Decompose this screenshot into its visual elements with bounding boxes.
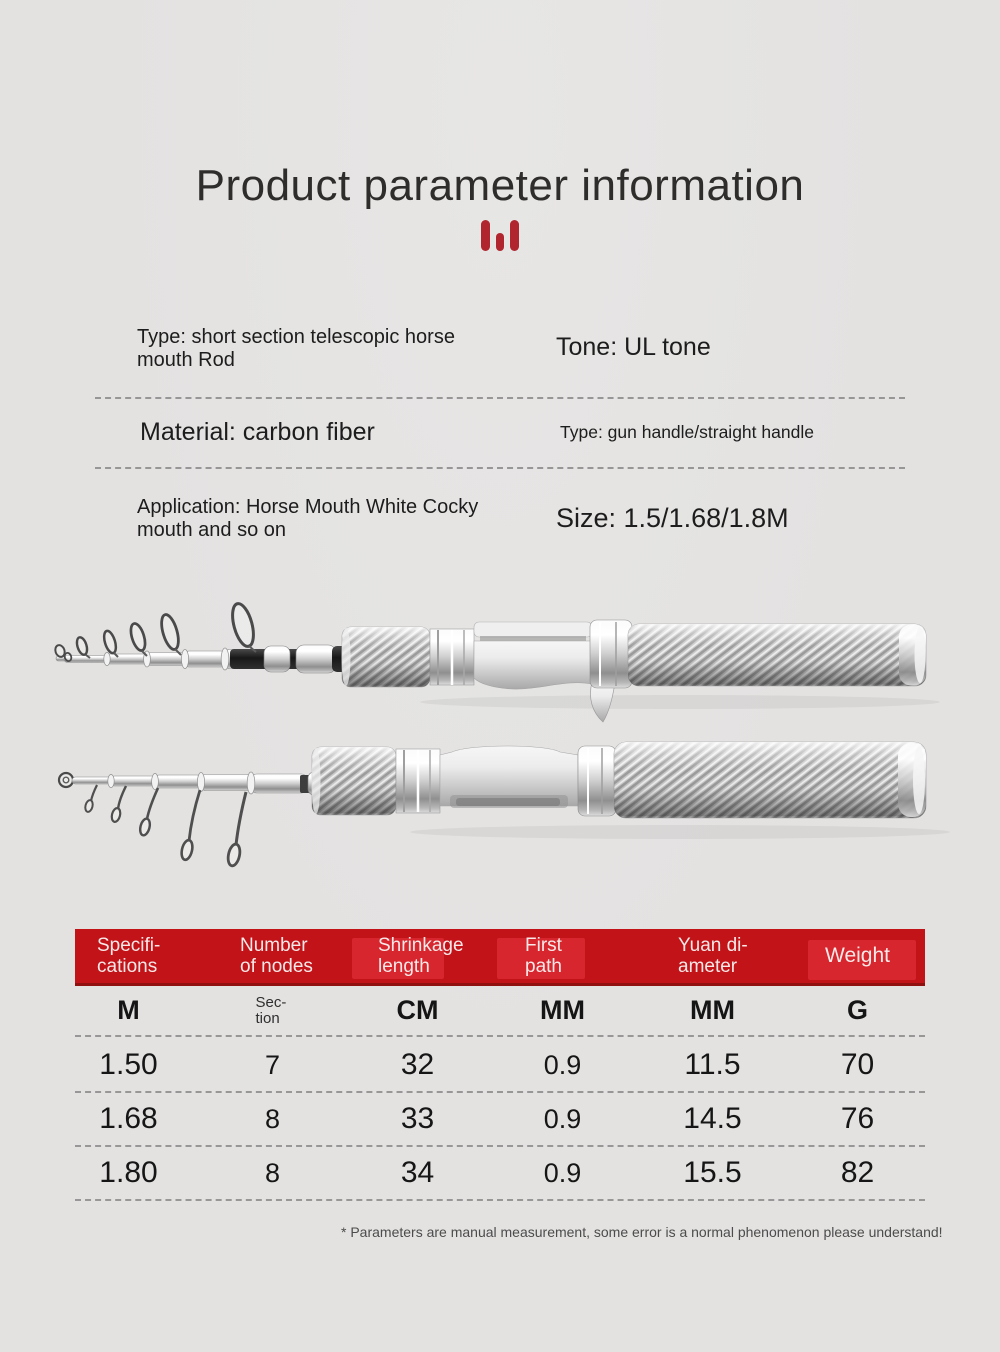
column-header-weight: [790, 945, 925, 967]
table-cell: 32: [400, 1048, 435, 1081]
table-cell: 34: [400, 1156, 435, 1189]
table-cell: 70: [840, 1048, 875, 1081]
table-units-row: [75, 986, 925, 1037]
spinning-rod-image: [0, 730, 1000, 885]
table-row: [75, 1147, 925, 1201]
table-cell: 1.50: [99, 1048, 158, 1081]
table-cell: 7: [264, 1049, 281, 1080]
table-cell: 8: [264, 1103, 281, 1134]
footnote: * Parameters are manual measurement, some error is a normal phenomenon please understand!: [341, 1224, 943, 1240]
table-cell: 76: [840, 1102, 875, 1135]
table-cell: 82: [840, 1156, 875, 1189]
table-cell: 0.9: [543, 1157, 582, 1188]
column-header-shrinkage-length: [345, 935, 490, 978]
spec-handle-type: Type: gun handle/straight handle: [560, 422, 814, 442]
spec-material: Material: carbon fiber: [140, 418, 375, 446]
table-cell: 8: [264, 1157, 281, 1188]
table-cell: 33: [400, 1102, 435, 1135]
column-header-specifications: [75, 935, 200, 978]
unit-mm-diameter: MM: [690, 995, 735, 1025]
spec-tone: Tone: UL tone: [556, 333, 711, 361]
unit-mm-first-path: MM: [540, 995, 585, 1025]
table-row: [75, 1039, 925, 1093]
unit-m: M: [117, 995, 140, 1025]
red-bar-right: [510, 220, 519, 251]
casting-rod-image: [0, 580, 1000, 735]
column-header-label: Specifi-cations: [97, 934, 161, 977]
spec-size: Size: 1.5/1.68/1.8M: [556, 503, 789, 533]
table-cell: 0.9: [543, 1103, 582, 1134]
column-header-label: Yuan di-ameter: [678, 934, 748, 977]
table-header-band: [75, 929, 925, 986]
column-header-number-of-nodes: [200, 935, 345, 978]
red-bar-middle: [496, 233, 504, 251]
table-row: [75, 1093, 925, 1147]
unit-g: G: [846, 995, 868, 1025]
column-header-label: First path: [525, 934, 562, 977]
table-cell: 14.5: [683, 1102, 742, 1135]
unit-section: [200, 995, 345, 1027]
unit-label: Sec-tion: [255, 993, 287, 1027]
column-header-yuan-diameter: [635, 935, 790, 978]
column-header-label: Shrinkage length: [378, 934, 464, 977]
red-bars-icon: [0, 219, 1000, 251]
column-header-label: Number of nodes: [240, 934, 313, 977]
spec-application: Application: Horse Mouth White Cocky mouth and so on: [137, 496, 479, 541]
page-title: Product parameter information: [195, 161, 805, 211]
table-cell: 11.5: [684, 1048, 741, 1081]
column-header-label: Weight: [825, 944, 890, 968]
red-bar-left: [481, 220, 490, 251]
dashed-divider: [95, 467, 905, 469]
unit-cm: CM: [396, 995, 439, 1025]
table-cell: 0.9: [543, 1049, 582, 1080]
column-header-first-path: [490, 935, 635, 978]
table-cell: 1.80: [99, 1156, 158, 1189]
spec-type: Type: short section telescopic horse mouth Rod: [137, 326, 455, 371]
dashed-divider: [95, 397, 905, 399]
table-cell: 1.68: [99, 1102, 158, 1135]
table-cell: 15.5: [683, 1156, 742, 1189]
